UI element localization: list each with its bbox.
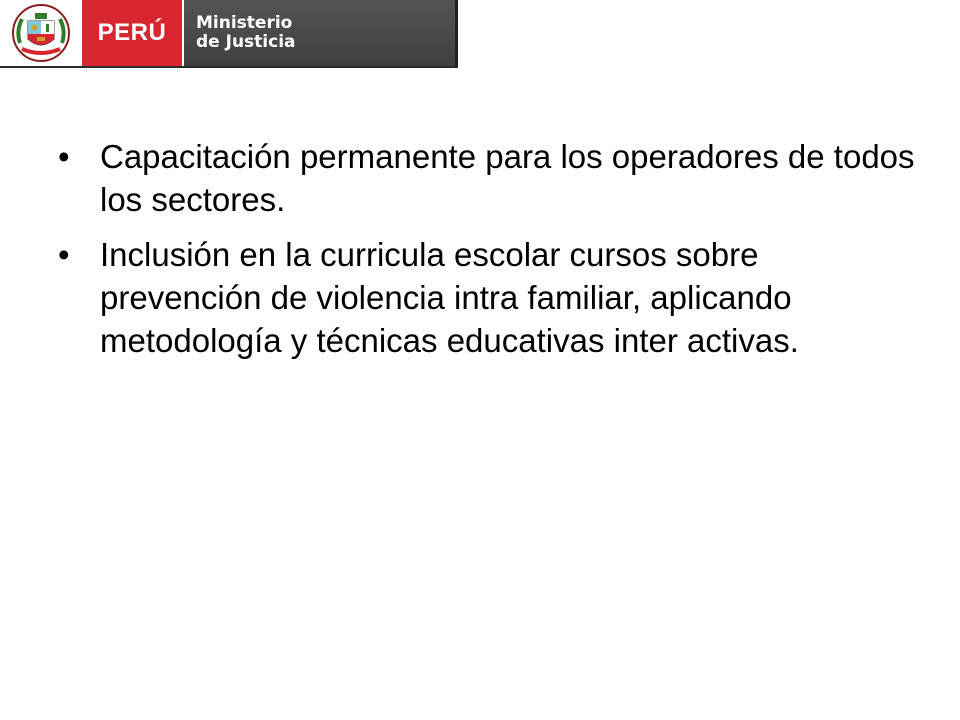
coat-of-arms-icon bbox=[8, 3, 74, 63]
bullet-mark: • bbox=[58, 236, 70, 273]
bullet-item-training bbox=[58, 135, 918, 221]
bullet-text: Inclusión en la curricula escolar cursos sobre prevención de violencia intra familiar, aplicando metodología y técnicas educativas inter activas. bbox=[100, 236, 799, 359]
bullet-mark: • bbox=[58, 138, 70, 175]
ministry-line-2: de Justicia bbox=[196, 32, 296, 52]
bullet-text: Capacitación permanente para los operadores de todos los sectores. bbox=[100, 138, 915, 218]
country-label: PERÚ bbox=[97, 19, 167, 46]
ministry-name bbox=[196, 14, 296, 52]
bullet-item-curriculum bbox=[58, 233, 918, 362]
ministry-logo-banner bbox=[0, 0, 458, 68]
peru-label-block bbox=[82, 0, 182, 66]
ministry-label-block bbox=[182, 0, 458, 66]
bullet-list bbox=[58, 135, 918, 374]
coat-of-arms-seal bbox=[0, 0, 82, 66]
ministry-line-1: Ministerio bbox=[196, 13, 293, 33]
